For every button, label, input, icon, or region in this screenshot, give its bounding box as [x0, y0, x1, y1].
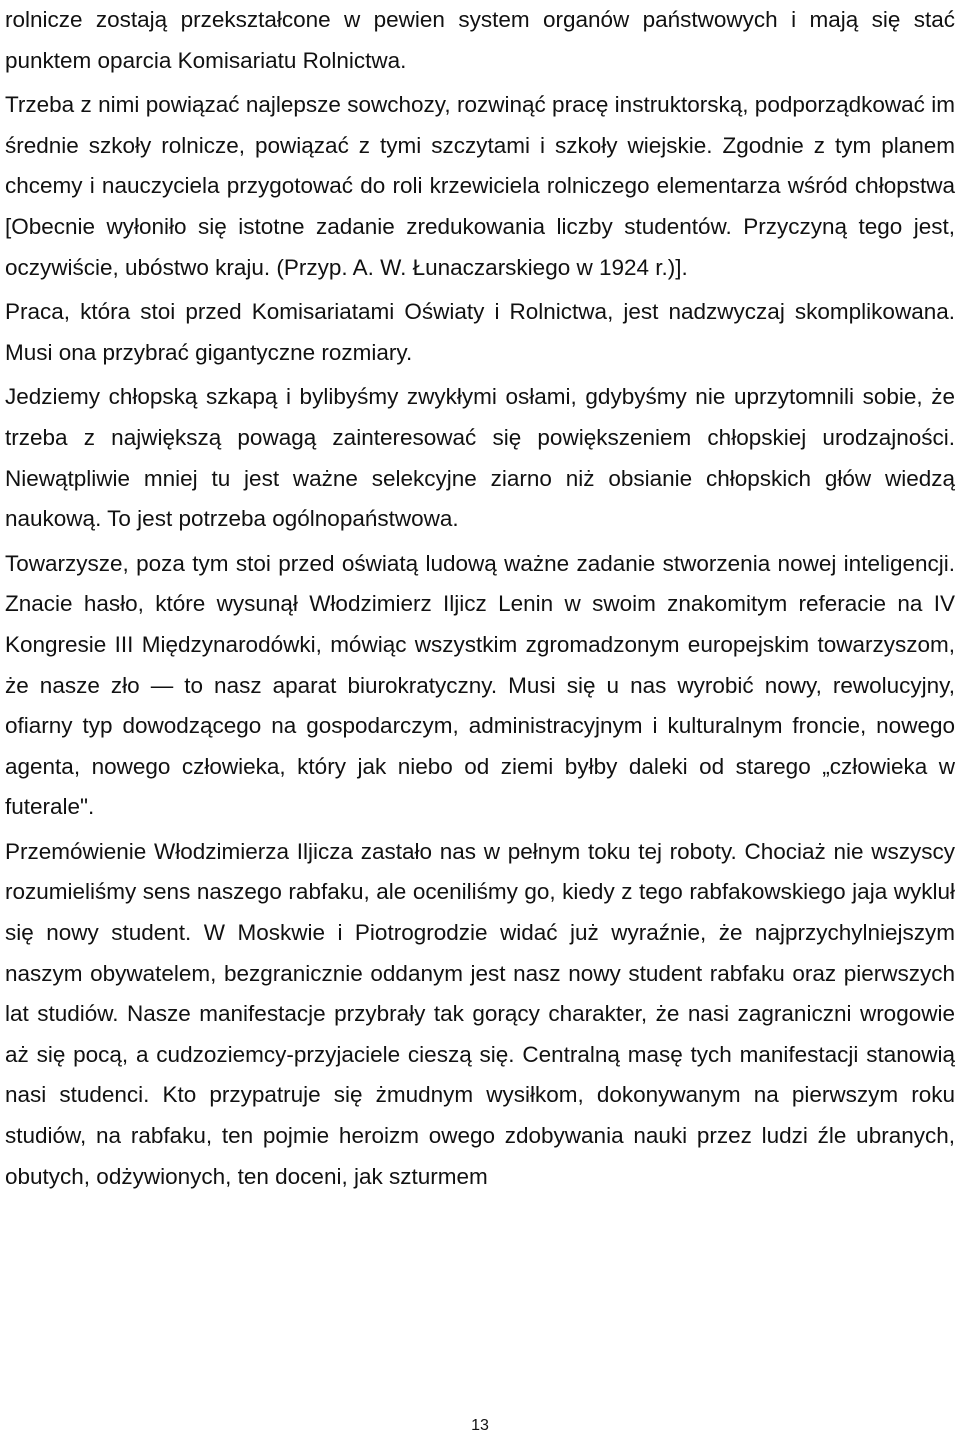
paragraph: Praca, która stoi przed Komisariatami Oświaty i Rolnictwa, jest nadzwyczaj skomplikowana. Musi ona przybrać gigantyczne rozmiary.	[5, 299, 955, 365]
paragraph: Towarzysze, poza tym stoi przed oświatą ludową ważne zadanie stworzenia nowej inteligencji. Znacie hasło, które wysunął Włodzimierz Iljicz Lenin w swoim znakomitym referacie na IV Kongresie III Międzynarodówki, mówiąc wszystkim zgromadzonym europejskim towarzyszom, że nasze zło — to nasz aparat biurokratyczny. Musi się u nas wyrobić nowy, rewolucyjny, ofiarny typ dowodzącego na gospodarczym, administracyjnym i kulturalnym froncie, nowego agenta, nowego człowieka, który jak niebo od ziemi byłby daleki od starego „człowieka w futerale".	[5, 550, 955, 820]
paragraph: Trzeba z nimi powiązać najlepsze sowchozy, rozwinąć pracę instruktorską, podporządkować im średnie szkoły rolnicze, powiązać z tymi szczytami i szkoły wiejskie. Zgodnie z tym planem chcemy i nauczyciela przygotować do roli krzewiciela rolniczego elementarza wśród chłopstwa [Obecnie wyłoniło się istotne zadanie zredukowania liczby studentów. Przyczyną tego jest, oczywiście, ubóstwo kraju. (Przyp. A. W. Łunaczarskiego w 1924 r.)].	[5, 92, 955, 280]
paragraph: rolnicze zostają przekształcone w pewien system organów państwowych i mają się stać punktem oparcia Komisariatu Rolnictwa.	[5, 7, 955, 73]
page-number: 13	[471, 1417, 489, 1434]
document-body	[5, 0, 955, 1201]
paragraph: Przemówienie Włodzimierza Iljicza zastało nas w pełnym toku tej roboty. Chociaż nie wszyscy rozumieliśmy sens naszego rabfaku, ale oceniliśmy go, kiedy z tego rabfakowskiego jaja wykluł się nowy student. W Moskwie i Piotrogrodzie widać już wyraźnie, że najprzychylniejszym naszym obywatelem, bezgranicznie oddanym jest nasz nowy student rabfaku oraz pierwszych lat studiów. Nasze manifestacje przybrały tak gorący charakter, że nasi zagraniczni wrogowie aż się pocą, a cudzoziemcy-przyjaciele cieszą się. Centralną masę tych manifestacji stanowią nasi studenci. Kto przypatruje się żmudnym wysiłkom, dokonywanym na pierwszym roku studiów, na rabfaku, ten pojmie heroizm owego zdobywania nauki przez ludzi źle ubranych, obutych, odżywionych, ten doceni, jak szturmem	[5, 838, 955, 1189]
paragraph: Jedziemy chłopską szkapą i bylibyśmy zwykłymi osłami, gdybyśmy nie uprzytomnili sobie, że trzeba z największą powagą zainteresować się powiększeniem chłopskiej urodzajności. Niewątpliwie mniej tu jest ważne selekcyjne ziarno niż obsianie chłopskich głów wiedzą naukową. To jest potrzeba ogólnopaństwowa.	[5, 384, 955, 532]
